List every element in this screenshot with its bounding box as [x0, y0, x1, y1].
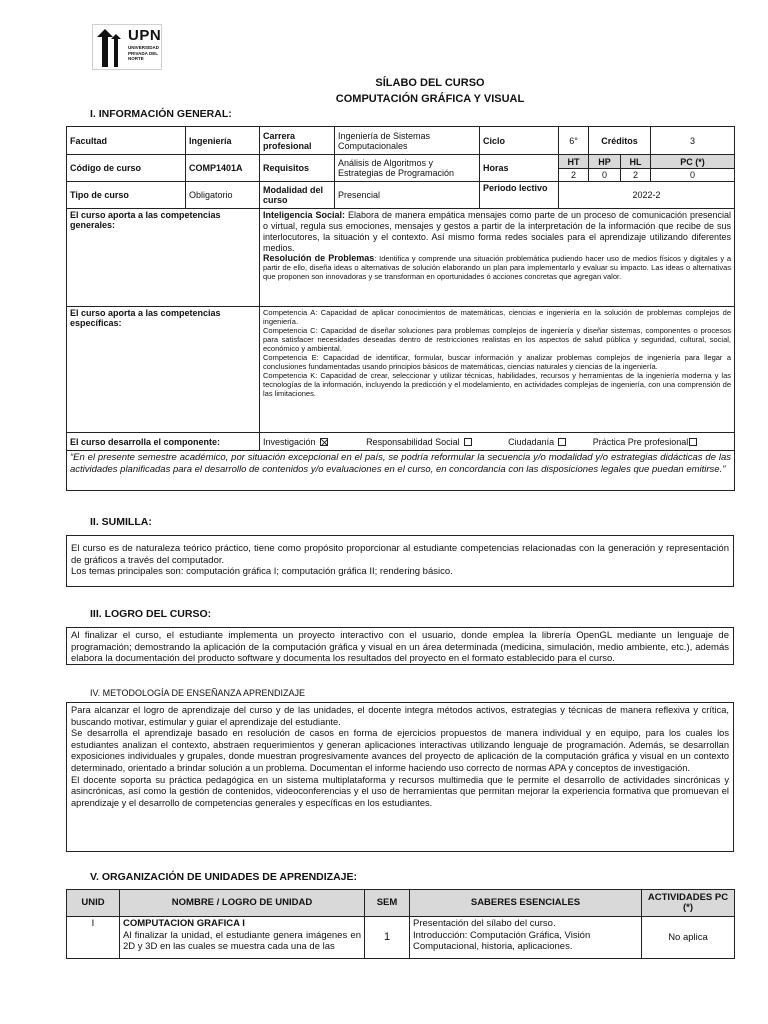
doc-title-line2: COMPUTACIÓN GRÁFICA Y VISUAL [335, 93, 525, 105]
hl-label: HL [621, 155, 651, 169]
creditos-label: Créditos [589, 127, 651, 155]
componente-practica [593, 437, 698, 447]
tipo-value: Obligatorio [186, 182, 260, 209]
metodologia-p2: Se desarrolla el aprendizaje basado en resolución de casos en forma de ejercicios propuestos de manera individual y en equipo, para los cuales los estudiantes analizan el contexto, abstraen requerimientos y generan aplicaciones interactivas utilizando lenguaje de programación. Además, se desarrollan exposiciones individuales y grupales, donde muestran progresivamente avances del proyecto de aplicación de la computación gráfica y visual en un contexto determinado, orientado a brindar solución a un problema. Documentan el informe haciendo uso correcto de normas APA y conceptos de investigación. [71, 728, 729, 773]
section-5-heading: V. ORGANIZACIÓN DE UNIDADES DE APRENDIZAJE: [90, 871, 358, 883]
resolucion-problemas-text [263, 254, 731, 281]
section-4-heading: IV. METODOLOGÍA DE ENSEÑANZA APRENDIZAJE [90, 688, 306, 698]
competencia-c: Competencia C: Capacidad de diseñar soluciones para problemas complejos de ingeniería y diseñar sistemas, componentes o procesos para satisfacer necesidades deseadas dentro de restricciones realistas en los aspectos de salud pública y seguridad, cultural, social, económico y ambiental. [263, 326, 732, 353]
logo-subtitle: UNIVERSIDAD PRIVADA DEL NORTE [128, 45, 160, 61]
units-header-actividades: ACTIVIDADES PC (*) [642, 890, 735, 917]
unit-saberes-2: Introducción: Computación Gráfica, Visión Computacional, historia, aplicaciones. [413, 929, 591, 952]
inteligencia-social-text [263, 210, 731, 254]
unit-saberes-cell [410, 917, 642, 959]
resolucion-problemas-desc: : Identifica y comprende una situación problemática pudiendo hacer uso de medios físicos y digitales y a partir de ello, diseña ideas o alternativas de solución elaborando un plan para implementarlo y evaluar su impacto. Las ideas o alternativas que proponen son innovadoras y se transforman en oportunidades ó acciones concretas que agregan valor. [263, 254, 732, 281]
modalidad-value: Presencial [335, 182, 480, 209]
logro-text: Al finalizar el curso, el estudiante implementa un proyecto interactivo con el usuario, donde emplea la librería OpenGL mediante un lenguaje de programación; demostrando la aplicación de la computación gráfica y visual en un área determinada (medicina, simulación, medio ambiente, etc.), además elabora la documentación del producto software y documenta los resultados del proyecto en el formato establecido para el curso. [71, 630, 729, 664]
componente-ciudadania [508, 437, 566, 447]
componente-practica-label: Práctica Pre profesional [592, 436, 689, 447]
sumilla-p1: El curso es de naturaleza teórico práctico, tiene como propósito proporcionar al estudiante competencias relacionadas con la generación y representación de gráficos a través del computador. [71, 543, 729, 566]
table-row [67, 917, 735, 959]
modalidad-label: Modalidad del curso [260, 182, 335, 209]
inteligencia-social-title: Inteligencia Social: [263, 210, 346, 220]
componente-ciudadania-label: Ciudadanía [508, 436, 555, 447]
investigacion-checkbox [320, 438, 328, 446]
ciclo-label: Ciclo [480, 127, 559, 155]
unit-logro: Al finalizar la unidad, el estudiante genera imágenes en 2D y 3D en las cuales se muestra cada una de las [123, 929, 361, 952]
unit-sem: 1 [365, 917, 410, 959]
componente-responsabilidad-label: Responsabilidad Social [366, 436, 460, 447]
unit-number: I [67, 917, 120, 959]
units-header-unid: UNID [67, 890, 120, 917]
section-1-heading: I. INFORMACIÓN GENERAL: [90, 108, 232, 120]
units-header-saberes: SABERES ESENCIALES [410, 890, 642, 917]
hl-value: 2 [621, 169, 651, 182]
componente-investigacion-label: Investigación [263, 436, 316, 447]
competencia-k: Competencia K: Capacidad de crear, seleccionar y utilizar técnicas, habilidades, recursos y herramientas de la ingeniería moderna y las tecnologías de la información, incluyendo la predicción y el modelamiento, en actividades complejas de ingeniería, con una comprensión de las limitaciones. [263, 371, 732, 398]
requisitos-value: Análisis de Algoritmos y Estrategias de Programación [335, 155, 480, 182]
creditos-value: 3 [651, 127, 735, 155]
periodo-label: Periodo lectivo [480, 182, 559, 209]
pc-value: 0 [651, 169, 735, 182]
ciclo-value: 6° [559, 127, 589, 155]
logro-box [66, 627, 734, 665]
facultad-value: Ingeniería [186, 127, 260, 155]
competencias-generales-content [260, 209, 735, 307]
codigo-label: Código de curso [67, 155, 186, 182]
practica-checkbox [689, 438, 697, 446]
codigo-value: COMP1401A [186, 155, 260, 182]
hp-label: HP [589, 155, 621, 169]
hp-value: 0 [589, 169, 621, 182]
componente-options [260, 433, 735, 451]
unit-saberes-1: Presentación del sílabo del curso. [413, 918, 556, 929]
unit-name-cell [120, 917, 365, 959]
tipo-label: Tipo de curso [67, 182, 186, 209]
componente-label: El curso desarrolla el componente: [67, 433, 260, 451]
units-header-sem: SEM [365, 890, 410, 917]
competencias-generales-label: El curso aporta a las competencias generales: [67, 209, 260, 307]
nota-excepcional: “En el presente semestre académico, por situación excepcional en el país, se podría reformular la secuencia y/o modalidad y/o estrategias didácticas de las actividades planificadas para el desarrollo de contenidos y/o evaluaciones en el curso, en concordancia con las disposiciones legales que puedan emitirse.” [67, 451, 735, 491]
metodologia-p3: El docente soporta su práctica pedagógica en un sistema multiplataforma y recursos multimedia que le permite el desarrollo de actividades sincrónicas y asincrónicas, así como la gestión de contenidos, videoconferencias y el uso de herramientas que permitan mejorar la experiencia formativa que promuevan el aprendizaje y el desarrollo de competencias generales y específicas en los estudiantes. [71, 774, 729, 808]
facultad-label: Facultad [67, 127, 186, 155]
upn-logo [92, 24, 162, 70]
unit-name: COMPUTACION GRAFICA I [123, 918, 245, 929]
competencia-e: Competencia E: Capacidad de identificar, formular, buscar información y analizar problemas complejos de ingeniería para llegar a conclusiones fundamentadas usando principios básicos de matemáticas, ciencias naturales y ciencias de la ingeniería. [263, 353, 732, 371]
logo-text: UPN [128, 27, 162, 44]
general-info-table [66, 126, 735, 491]
horas-label: Horas [480, 155, 559, 182]
carrera-value: Ingeniería de Sistemas Computacionales [335, 127, 480, 155]
metodologia-p1: Para alcanzar el logro de aprendizaje del curso y de las unidades, el docente integra métodos activos, estrategias y técnicas de manera reflexiva y crítica, buscando motivar, estimular y guiar el aprendizaje del estudiante. [71, 705, 729, 727]
unit-actividades: No aplica [642, 917, 735, 959]
units-table [66, 889, 735, 959]
responsabilidad-checkbox [464, 438, 472, 446]
sumilla-box [66, 535, 734, 587]
periodo-value: 2022-2 [559, 182, 735, 209]
competencias-especificas-content [260, 307, 735, 433]
metodologia-box [66, 702, 734, 852]
competencia-a: Competencia A: Capacidad de aplicar conocimientos de matemáticas, ciencias e ingeniería en la solución de problemas complejos de ingeniería. [263, 308, 732, 326]
ciudadania-checkbox [558, 438, 566, 446]
section-3-heading: III. LOGRO DEL CURSO: [90, 608, 212, 620]
units-header-nombre: NOMBRE / LOGRO DE UNIDAD [120, 890, 365, 917]
ht-value: 2 [559, 169, 589, 182]
componente-responsabilidad [366, 437, 472, 447]
pc-label: PC (*) [651, 155, 735, 169]
resolucion-problemas-title: Resolución de Problemas [263, 253, 375, 263]
upn-arrow-icon [95, 27, 127, 69]
componente-investigacion [263, 437, 328, 447]
competencias-especificas-label: El curso aporta a las competencias específicas: [67, 307, 260, 433]
sumilla-p2: Los temas principales son: computación gráfica I; computación gráfica II; rendering básico. [71, 566, 453, 577]
requisitos-label: Requisitos [260, 155, 335, 182]
doc-title-line1: SÍLABO DEL CURSO [375, 77, 485, 89]
inteligencia-social-desc: Elabora de manera empática mensajes como parte de un proceso de comunicación presencial o virtual, regula sus emociones, mensajes y gestos a partir de la interpretación de la información que recibe de sus interlocutores, la situación y el contexto. Así mismo forma redes sociales para el aprendizaje utilizando diferentes medios. [263, 210, 732, 253]
carrera-label: Carrera profesional [260, 127, 335, 155]
section-2-heading: II. SUMILLA: [90, 516, 152, 528]
ht-label: HT [559, 155, 589, 169]
